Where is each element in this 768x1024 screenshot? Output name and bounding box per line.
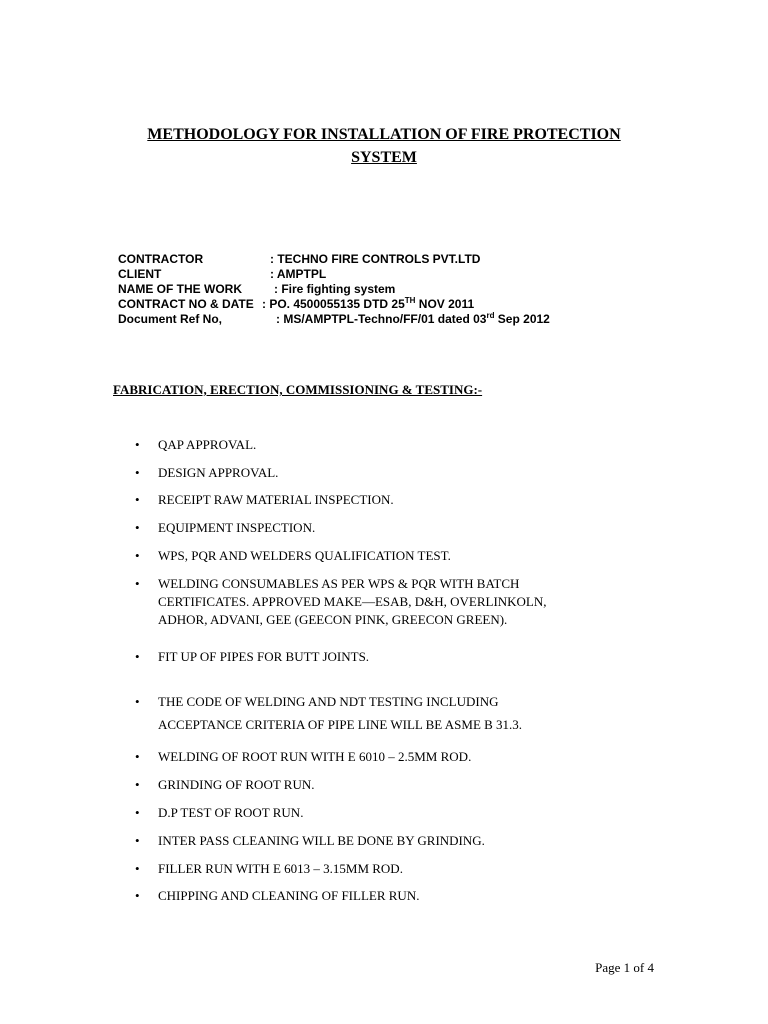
list-item-line: ACCEPTANCE CRITERIA OF PIPE LINE WILL BE ASME B 31.3. <box>158 717 523 732</box>
bullet-icon: • <box>135 492 140 507</box>
bullet-icon: • <box>135 520 140 535</box>
docref-label: Document Ref No, <box>118 312 223 326</box>
section-heading: FABRICATION, ERECTION, COMMISSIONING & TESTING:- <box>113 382 483 397</box>
bullet-icon: • <box>135 576 140 591</box>
list-item-text: INTER PASS CLEANING WILL BE DONE BY GRINDING. <box>158 833 485 848</box>
list-item-text: GRINDING OF ROOT RUN. <box>158 777 315 792</box>
bullet-icon: • <box>135 465 140 480</box>
bullet-icon: • <box>135 649 140 664</box>
contract-value-sup: TH <box>404 296 416 305</box>
list-item-text: QAP APPROVAL. <box>158 437 257 452</box>
contractor-row <box>118 252 718 267</box>
contract-value <box>262 297 474 312</box>
work-label: NAME OF THE WORK <box>118 282 242 296</box>
list-item-text: DESIGN APPROVAL. <box>158 465 279 480</box>
contract-row <box>118 297 718 312</box>
list-item-text: RECEIPT RAW MATERIAL INSPECTION. <box>158 492 394 507</box>
docref-value-main: : MS/AMPTPL-Techno/FF/01 dated 03 <box>276 312 487 326</box>
bullet-icon: • <box>135 694 140 709</box>
client-label: CLIENT <box>118 267 162 281</box>
list-item-text: D.P TEST OF ROOT RUN. <box>158 805 304 820</box>
list-item-line: WELDING CONSUMABLES AS PER WPS & PQR WITH BATCH <box>158 576 520 591</box>
client-value: : AMPTPL <box>270 267 327 281</box>
page-number: Page 1 of 4 <box>595 960 654 975</box>
docref-value <box>276 312 550 327</box>
bullet-icon: • <box>135 777 140 792</box>
bullet-icon: • <box>135 749 140 764</box>
list-item-text: WELDING OF ROOT RUN WITH E 6010 – 2.5MM ROD. <box>158 749 472 764</box>
client-row <box>118 267 718 282</box>
project-info-block <box>118 252 718 327</box>
contract-value-main: : PO. 4500055135 DTD 25 <box>262 297 405 311</box>
list-item-line: ADHOR, ADVANI, GEE (GEECON PINK, GREECON GREEN). <box>158 612 508 627</box>
list-item-text: CHIPPING AND CLEANING OF FILLER RUN. <box>158 888 420 903</box>
list-item-text: EQUIPMENT INSPECTION. <box>158 520 316 535</box>
contractor-value: : TECHNO FIRE CONTROLS PVT.LTD <box>270 252 481 266</box>
contract-value-rest: NOV 2011 <box>415 297 475 311</box>
list-item-line: CERTIFICATES. APPROVED MAKE—ESAB, D&H, OVERLINKOLN, <box>158 594 547 609</box>
list-item-line: THE CODE OF WELDING AND NDT TESTING INCLUDING <box>158 694 499 709</box>
bullet-icon: • <box>135 833 140 848</box>
docref-value-sup: rd <box>486 311 495 320</box>
work-row <box>118 282 718 297</box>
contractor-label: CONTRACTOR <box>118 252 204 266</box>
bullet-icon: • <box>135 437 140 452</box>
bullet-icon: • <box>135 548 140 563</box>
document-title-line-2: SYSTEM <box>351 149 417 166</box>
docref-row <box>118 312 718 327</box>
list-item-text <box>158 575 547 629</box>
contract-label: CONTRACT NO & DATE <box>118 297 254 311</box>
list-item-text: WPS, PQR AND WELDERS QUALIFICATION TEST. <box>158 548 451 563</box>
bullet-icon: • <box>135 888 140 903</box>
docref-value-rest: Sep 2012 <box>494 312 550 326</box>
work-value: : Fire fighting system <box>274 282 396 296</box>
list-item-text: FIT UP OF PIPES FOR BUTT JOINTS. <box>158 649 370 664</box>
list-item-text <box>158 693 522 734</box>
bullet-icon: • <box>135 805 140 820</box>
document-title-line-1: METHODOLOGY FOR INSTALLATION OF FIRE PROTECTION <box>147 126 621 143</box>
bullet-icon: • <box>135 861 140 876</box>
list-item-text: FILLER RUN WITH E 6013 – 3.15MM ROD. <box>158 861 403 876</box>
